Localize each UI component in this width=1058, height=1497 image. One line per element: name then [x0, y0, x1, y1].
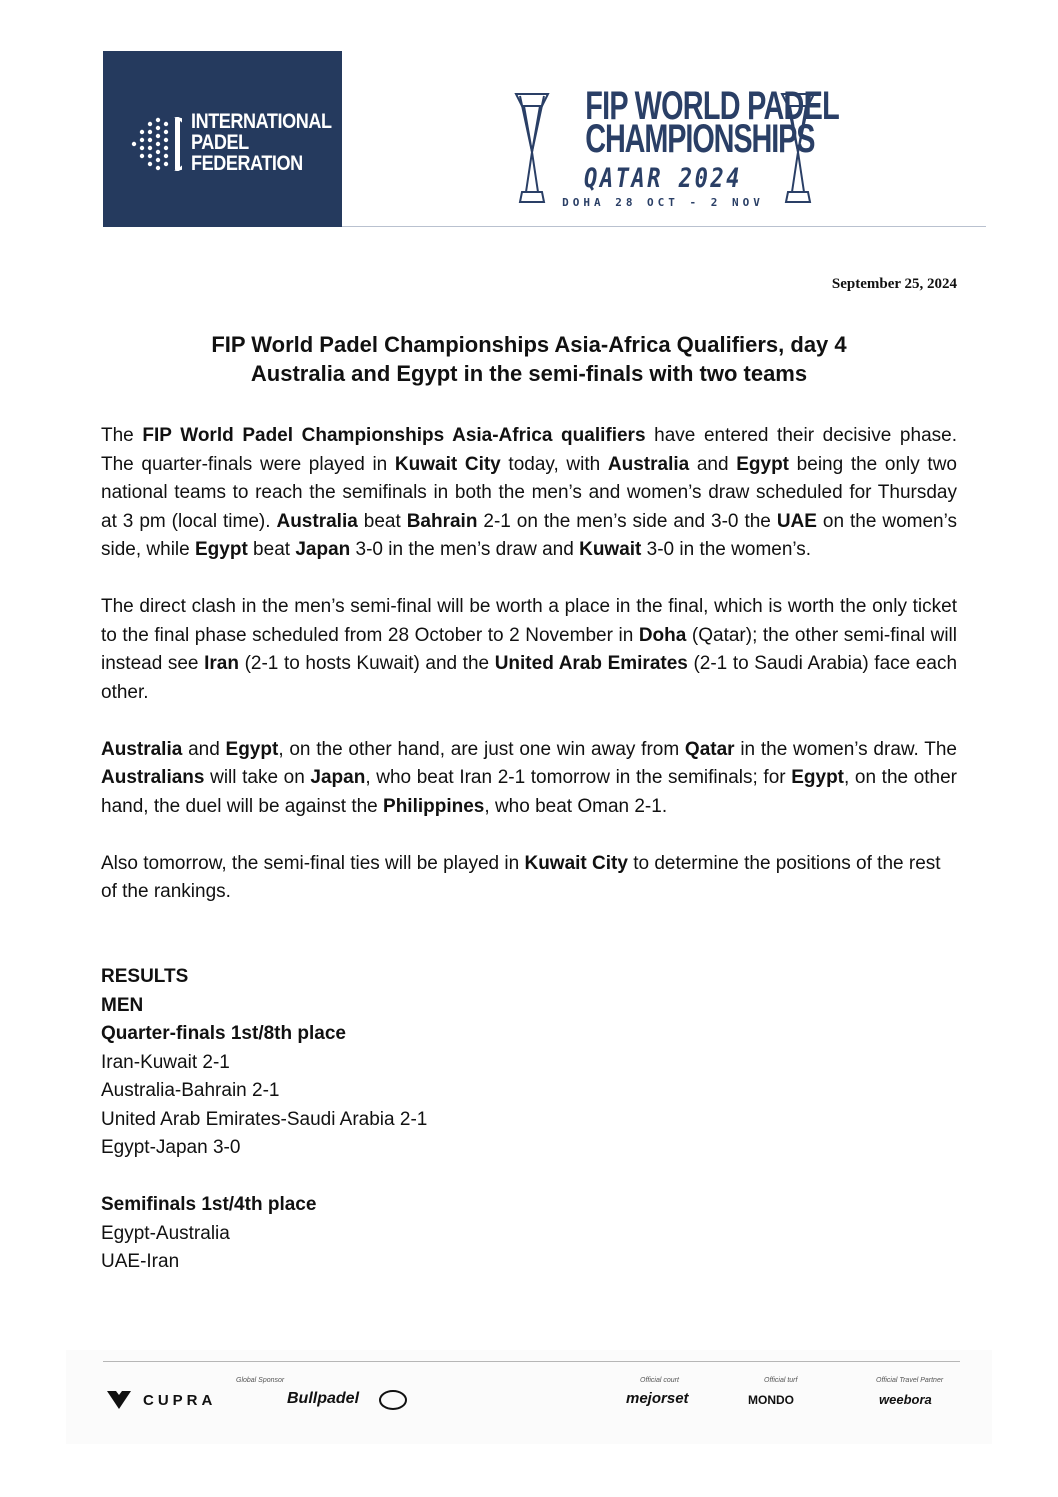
trophy-left-icon [512, 92, 552, 204]
title-line-1: FIP World Padel Championships Asia-Africa Qualifiers, day 4 [211, 332, 847, 357]
text-run: (2-1 to Saudi Arabia) face each other. [101, 653, 958, 703]
press-release-title [100, 330, 958, 388]
title-line-2: Australia and Egypt in the semi-finals with two teams [250, 361, 808, 386]
results-section [101, 963, 427, 1277]
bold-run: Doha [638, 624, 687, 646]
cupra-emblem-icon [107, 1391, 131, 1409]
result-line: United Arab Emirates-Saudi Arabia 2-1 [101, 1108, 428, 1130]
fip-title-line-2: CHAMPIONSHIPS [585, 117, 815, 161]
bold-run: United Arab Emirates [494, 653, 688, 674]
result-line: Egypt-Japan 3-0 [101, 1137, 241, 1158]
text-run: The [101, 425, 143, 446]
bold-run: Japan [310, 767, 366, 788]
header-divider [342, 226, 986, 227]
ipf-logo-box [103, 51, 342, 227]
text-run: , who beat Iran 2-1 tomorrow in the semifinals; for [365, 767, 792, 788]
text-run: have entered their decisive phase. The quarter-finals were played in [101, 425, 957, 475]
text-run: today, with [500, 453, 608, 475]
text-run: , on the other hand, are just one win away from [278, 738, 685, 760]
official-turf-label: Official turf [764, 1377, 798, 1384]
global-sponsor-label: Global Sponsor [236, 1377, 285, 1384]
ipf-line-3: FEDERATION [191, 152, 303, 175]
bold-run: Bahrain [406, 510, 478, 532]
bold-run: Iran [204, 653, 239, 674]
mejorset-logo: mejorset [626, 1390, 689, 1407]
bold-run: Egypt [195, 539, 248, 560]
text-run: (Qatar); the other semi-final will instead see [101, 624, 957, 674]
text-run: beat [247, 539, 296, 560]
paragraph [101, 593, 957, 707]
men-heading: MEN [101, 994, 144, 1016]
text-run: Also tomorrow, the semi-final ties will be played in [101, 852, 525, 874]
quarterfinals-heading: Quarter-finals 1st/8th place [101, 1023, 346, 1044]
text-run: 2-1 on the men’s side and 3-0 the [477, 510, 777, 532]
bold-run: Egypt [736, 453, 790, 475]
weebora-logo: weebora [879, 1392, 932, 1407]
ipf-wordmark [191, 111, 332, 174]
text-run: in the women’s draw. The [734, 738, 957, 760]
text-run: and [689, 453, 737, 475]
text-run: beat [357, 510, 407, 532]
ipf-ball-icon [130, 113, 182, 175]
text-run: to determine the positions of the rest of the rankings. [101, 852, 941, 902]
result-line: Iran-Kuwait 2-1 [101, 1051, 230, 1073]
official-travel-partner-label: Official Travel Partner [876, 1377, 944, 1384]
result-line: Australia-Bahrain 2-1 [101, 1080, 280, 1101]
text-run: , who beat Oman 2-1. [484, 795, 668, 817]
text-run: 3-0 in the men’s draw and [350, 539, 580, 560]
ipf-line-1: INTERNATIONAL [191, 110, 332, 133]
bold-run: Japan [295, 539, 351, 560]
fip-championships-title [585, 84, 839, 161]
bold-run: Egypt [225, 738, 279, 760]
official-court-label: Official court [640, 1377, 679, 1384]
bullpadel-logo: Bullpadel [287, 1390, 360, 1407]
text-run: on the women’s side, while [101, 510, 957, 560]
bold-run: Philippines [383, 795, 485, 817]
bold-run: Australians [101, 767, 205, 788]
fip-dates: DOHA 28 OCT - 2 NOV [562, 196, 764, 209]
bullpadel-badge-icon [378, 1389, 408, 1411]
bold-run: Kuwait City [394, 453, 501, 475]
paragraph [101, 850, 957, 907]
results-heading: RESULTS [101, 966, 189, 987]
text-run: The direct clash in the men’s semi-final will be worth a place in the final, which is worth the only ticket to the final phase scheduled from 28 October to 2 November in [101, 596, 957, 646]
bold-run: Australia [101, 738, 183, 760]
bold-run: Kuwait City [524, 852, 628, 874]
result-line: Egypt-Australia [101, 1222, 230, 1244]
text-run: being the only two national teams to reach the semifinals in both the men’s and women’s draw scheduled for Thursday at 3 pm (local time). [101, 453, 957, 532]
result-line: UAE-Iran [101, 1251, 180, 1272]
semifinals-heading: Semifinals 1st/4th place [101, 1194, 317, 1215]
text-run: (2-1 to hosts Kuwait) and the [238, 653, 495, 674]
fip-title-line-1: FIP WORLD PADEL [585, 84, 839, 128]
bold-run: Kuwait [579, 539, 642, 560]
paragraph [101, 422, 957, 565]
mondo-logo: MONDO [748, 1393, 794, 1407]
text-run: and [182, 738, 226, 760]
footer-divider [103, 1361, 960, 1362]
bold-run: Egypt [791, 767, 844, 788]
bold-run: UAE [776, 510, 817, 532]
bold-run: FIP World Padel Championships Asia-Africa qualifiers [142, 425, 646, 446]
bold-run: Australia [607, 453, 690, 475]
cupra-logo: CUPRA [143, 1392, 217, 1409]
text-run: , on the other hand, the duel will be against the [101, 767, 958, 817]
bold-run: Australia [276, 510, 358, 532]
press-release-date: September 25, 2024 [831, 276, 957, 292]
text-run: will take on [204, 767, 311, 788]
text-run: 3-0 in the women’s. [641, 539, 812, 560]
fip-qatar-2024: QATAR 2024 [584, 163, 742, 194]
ipf-line-2: PADEL [191, 131, 249, 154]
article-body [101, 422, 957, 935]
paragraph [101, 736, 957, 822]
bold-run: Qatar [684, 738, 735, 760]
